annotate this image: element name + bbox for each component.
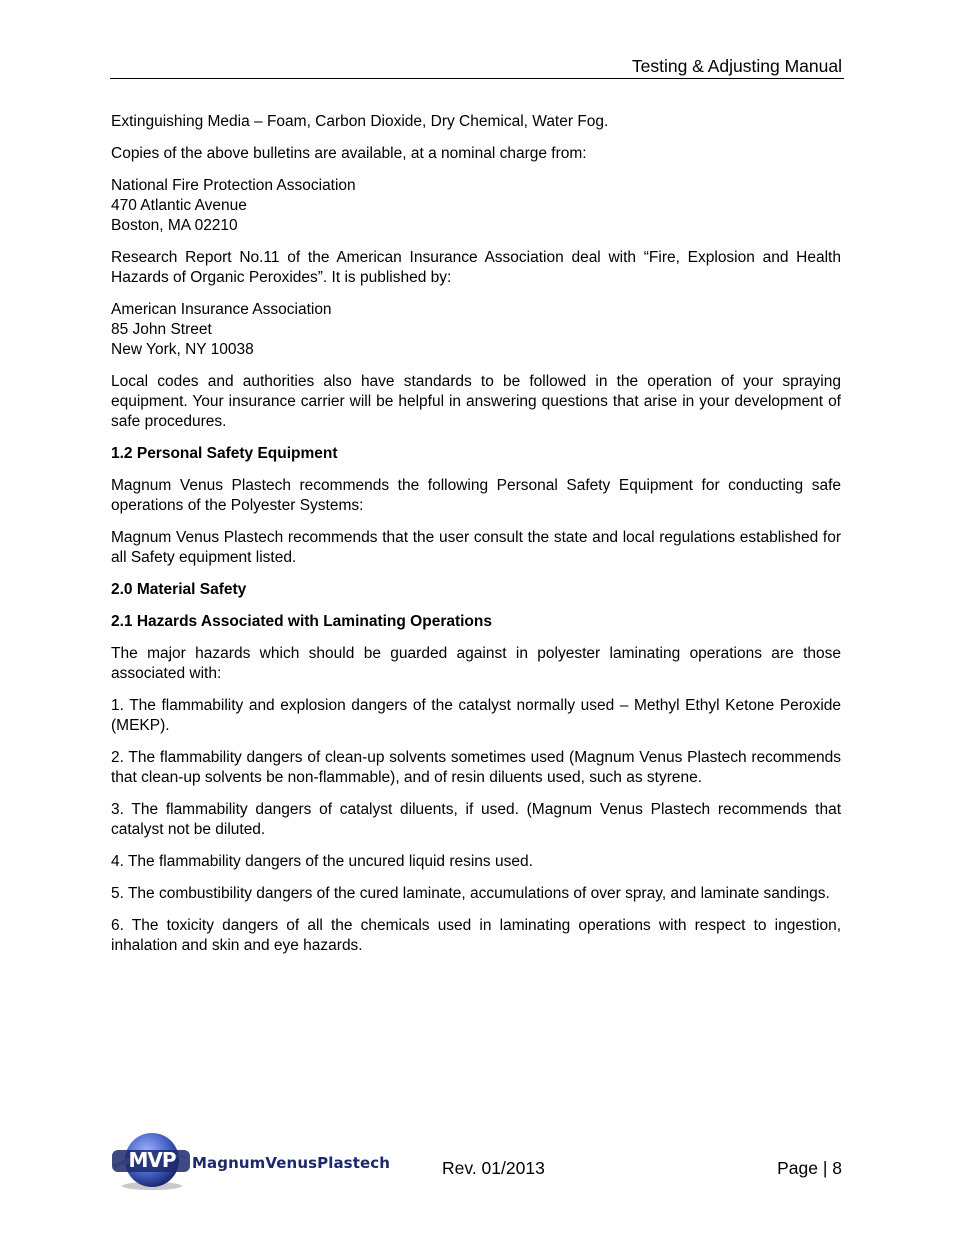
hazard-item: 5. The combustibility dangers of the cured laminate, accumulations of over spray, and laminate sandings. [111,885,830,902]
logo-mvp-text: MVP [128,1148,176,1172]
section-heading-1-2: 1.2 Personal Safety Equipment [111,445,338,462]
hazard-item: 1. The flammability and explosion dangers of the catalyst normally used – Methyl Ethyl Ketone Peroxide (MEKP). [111,697,841,734]
bulletins-paragraph: Copies of the above bulletins are available, at a nominal charge from: [111,145,587,162]
section-heading-2-1: 2.1 Hazards Associated with Laminating Operations [111,613,492,630]
revision-label: Rev. 01/2013 [442,1158,545,1178]
safety-regulations-paragraph: Magnum Venus Plastech recommends that the user consult the state and local regulations established for all Safety equipment listed. [111,529,841,566]
aia-address [111,300,841,360]
safety-equipment-paragraph: Magnum Venus Plastech recommends the following Personal Safety Equipment for conducting safe operations of the Polyester Systems: [111,477,841,514]
page-number: Page | 8 [777,1158,842,1178]
address-line: Boston, MA 02210 [111,217,238,234]
page-footer [110,1130,844,1194]
company-logo [110,1130,400,1192]
hazard-item: 3. The flammability dangers of catalyst diluents, if used. (Magnum Venus Plastech recommends that catalyst not be diluted. [111,801,841,838]
hazard-item: 6. The toxicity dangers of all the chemicals used in laminating operations with respect to ingestion, inhalation and skin and eye hazards. [111,917,841,954]
hazards-intro-paragraph: The major hazards which should be guarded against in polyester laminating operations are those associated with: [111,645,841,682]
document-title: Testing & Adjusting Manual [631,56,842,76]
hazard-item: 2. The flammability dangers of clean-up solvents sometimes used (Magnum Venus Plastech recommends that clean-up solvents be non-flammable), and of resin diluents used, such as styrene. [111,749,841,786]
address-line: New York, NY 10038 [111,341,254,358]
extinguishing-media-paragraph: Extinguishing Media – Foam, Carbon Dioxide, Dry Chemical, Water Fog. [111,113,609,130]
address-line: National Fire Protection Association [111,177,356,194]
address-line: 85 John Street [111,321,212,338]
page-header [110,56,844,79]
page-body [111,112,841,968]
address-line: 470 Atlantic Avenue [111,197,247,214]
hazard-item: 4. The flammability dangers of the uncured liquid resins used. [111,853,533,870]
local-codes-paragraph: Local codes and authorities also have standards to be followed in the operation of your spraying equipment. Your insurance carrier will be helpful in answering questions that arise in your development of safe procedures. [111,373,841,430]
nfpa-address [111,176,841,236]
address-line: American Insurance Association [111,301,332,318]
logo-company-name: MagnumVenusPlastech [192,1154,391,1172]
section-heading-2-0: 2.0 Material Safety [111,581,247,598]
research-report-paragraph: Research Report No.11 of the American Insurance Association deal with “Fire, Explosion and Health Hazards of Organic Peroxides”. It is published by: [111,249,841,286]
